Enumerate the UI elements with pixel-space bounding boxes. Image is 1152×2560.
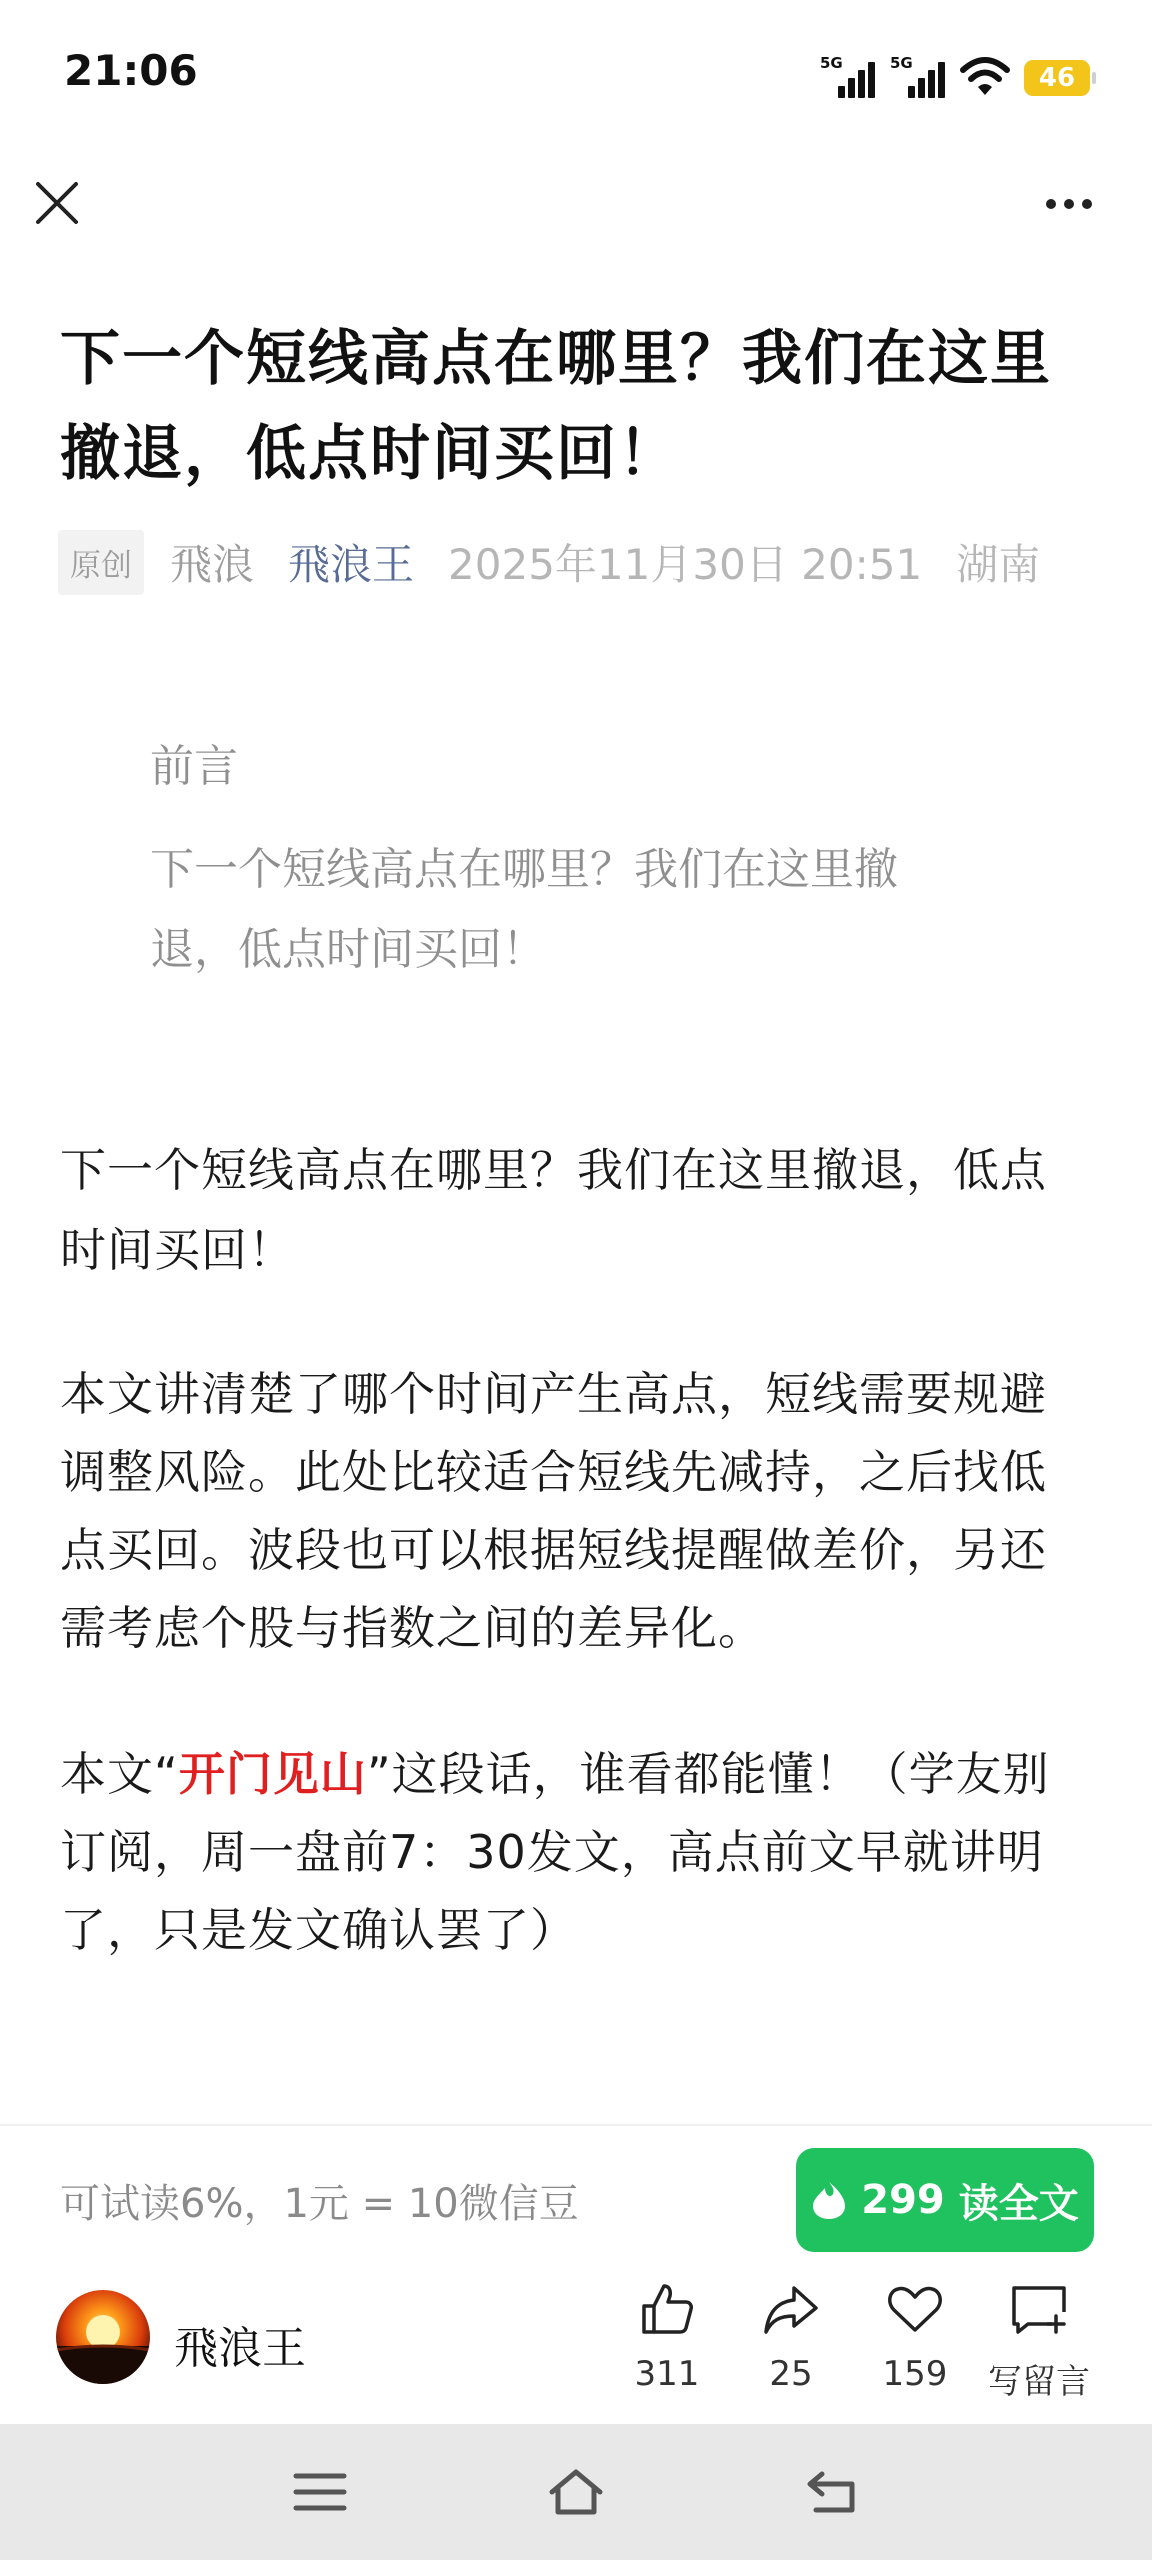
system-nav-bar — [0, 2424, 1152, 2560]
read-full-label: 读全文 — [958, 2180, 1079, 2227]
trial-read-text: 可试读6%，1元 = 10微信豆 — [60, 2181, 579, 2227]
favorite-count: 159 — [882, 2354, 948, 2394]
signal-icon — [890, 54, 946, 98]
more-icon-dot — [1046, 199, 1056, 209]
author-avatar[interactable] — [56, 2290, 150, 2384]
thumb-up-icon — [636, 2278, 698, 2340]
article-meta — [58, 530, 1040, 594]
preface-label: 前言 — [150, 741, 238, 792]
signal-icon — [820, 54, 876, 98]
price-label: 299 — [861, 2177, 945, 2223]
author-name[interactable]: 飛浪王 — [174, 2323, 306, 2374]
more-icon-dot — [1064, 199, 1074, 209]
publish-location: 湖南 — [956, 540, 1041, 589]
paragraph-text: ”这段话，谁看都能懂！（学友别订阅，周一盘前7：30发文，高点前文早就讲明了，只是发文确认罢了） — [60, 1747, 1050, 1957]
battery-indicator: 46 — [1024, 60, 1090, 96]
back-icon[interactable] — [802, 2464, 862, 2520]
publish-date: 2025年11月30日 20:51 — [448, 540, 923, 589]
original-badge: 原创 — [58, 530, 144, 595]
share-icon — [760, 2278, 822, 2340]
menu-icon[interactable] — [290, 2464, 350, 2520]
highlight-text: 开门见山 — [178, 1747, 367, 1801]
article-title: 下一个短线高点在哪里？我们在这里撤退，低点时间买回！ — [60, 324, 1052, 489]
article-paragraph: 下一个短线高点在哪里？我们在这里撤退，低点时间买回！ — [60, 1143, 1047, 1277]
wechat-bean-icon — [811, 2180, 847, 2220]
favorite-button[interactable] — [855, 2278, 975, 2394]
share-button[interactable] — [731, 2278, 851, 2394]
article-paragraph — [60, 1735, 1092, 1969]
more-options-button[interactable] — [1046, 184, 1106, 224]
paragraph-text: 本文“ — [60, 1747, 179, 1801]
share-count: 25 — [769, 2354, 813, 2394]
author-label: 飛浪 — [170, 540, 255, 589]
comment-label: 写留言 — [988, 2362, 1090, 2402]
more-icon-dot — [1082, 199, 1092, 209]
like-button[interactable] — [607, 2278, 727, 2394]
comment-add-icon — [1008, 2278, 1070, 2340]
network-type-label: 5G — [820, 54, 843, 72]
preface-text: 下一个短线高点在哪里？我们在这里撤退，低点时间买回！ — [150, 844, 898, 975]
status-bar — [0, 0, 1152, 150]
like-count: 311 — [634, 2354, 700, 2394]
home-icon[interactable] — [546, 2464, 606, 2520]
network-type-label: 5G — [890, 54, 913, 72]
close-icon[interactable] — [32, 174, 82, 234]
read-full-article-button[interactable] — [796, 2148, 1094, 2252]
status-icons — [820, 54, 1090, 98]
divider — [0, 2124, 1152, 2126]
heart-icon — [884, 2278, 946, 2340]
wifi-icon — [960, 54, 1010, 98]
status-time: 21:06 — [64, 46, 198, 95]
article-paragraph: 本文讲清楚了哪个时间产生高点，短线需要规避调整风险。此处比较适合短线先减持，之后找低点买回。波段也可以根据短线提醒做差价，另还需考虑个股与指数之间的差异化。 — [60, 1367, 1047, 1655]
write-comment-button[interactable] — [979, 2278, 1099, 2403]
account-link[interactable]: 飛浪王 — [288, 540, 415, 589]
